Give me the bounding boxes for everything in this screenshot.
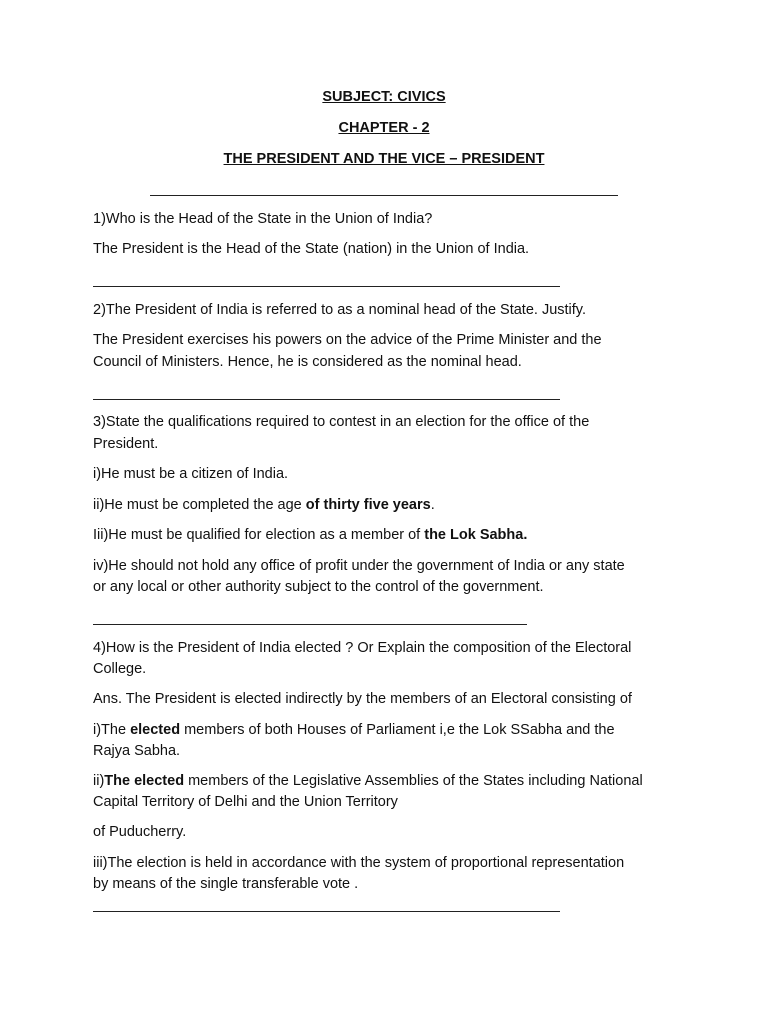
item-text: members of the Legislative Assemblies of the States including National	[184, 773, 643, 789]
answer-1: The President is the Head of the State (nation) in the Union of India.	[93, 241, 530, 257]
divider-line	[93, 399, 560, 400]
divider-line	[150, 195, 618, 196]
item-bold-text: the Lok Sabha.	[424, 527, 528, 543]
answer-4-intro: Ans. The President is elected indirectly by the members of an Electoral consisting of	[93, 691, 632, 707]
question-4-line-2: College.	[93, 661, 147, 677]
item-text: i)The	[93, 722, 131, 738]
qualification-item-1: i)He must be a citizen of India.	[93, 466, 289, 482]
item-text: ii)	[93, 773, 105, 789]
qualification-item-2	[93, 495, 683, 517]
question-1: 1)Who is the Head of the State in the Union of India?	[93, 211, 433, 227]
divider-line	[93, 286, 560, 287]
subject-heading: SUBJECT: CIVICS	[322, 89, 446, 105]
item-text: members of both Houses of Parliament i,e the Lok SSabha and the	[180, 722, 615, 738]
question-3-line-2: President.	[93, 436, 159, 452]
answer-2-line-1: The President exercises his powers on the advice of the Prime Minister and the	[93, 332, 602, 348]
item-bold-text: elected	[130, 722, 181, 738]
question-4-line-1: 4)How is the President of India elected ? Or Explain the composition of the Electoral	[93, 640, 632, 656]
question-2: 2)The President of India is referred to as a nominal head of the State. Justify.	[93, 302, 586, 318]
chapter-heading: CHAPTER - 2	[338, 120, 430, 136]
qualification-item-4-line-2: or any local or other authority subject to the control of the government.	[93, 579, 544, 595]
page-title: THE PRESIDENT AND THE VICE – PRESIDENT	[223, 151, 545, 167]
electoral-item-2-line-3: of Puducherry.	[93, 824, 187, 840]
electoral-item-1-line-2: Rajya Sabha.	[93, 743, 181, 759]
item-text: Iii)He must be qualified for election as a member of	[93, 527, 425, 543]
divider-line	[93, 624, 527, 625]
electoral-item-3-line-2: by means of the single transferable vote .	[93, 876, 359, 892]
item-bold-text: The elected	[104, 773, 185, 789]
electoral-item-2-line-2: Capital Territory of Delhi and the Union Territory	[93, 794, 398, 810]
electoral-item-2-line-1	[93, 771, 683, 793]
electoral-item-3-line-1: iii)The election is held in accordance with the system of proportional representation	[93, 855, 625, 871]
question-3-line-1: 3)State the qualifications required to contest in an election for the office of the	[93, 414, 590, 430]
item-bold-text: of thirty five years	[305, 497, 431, 513]
answer-2-line-2: Council of Ministers. Hence, he is considered as the nominal head.	[93, 354, 522, 370]
electoral-item-1-line-1	[93, 720, 683, 742]
divider-line	[93, 911, 560, 912]
item-text: ii)He must be completed the age	[93, 497, 306, 513]
qualification-item-3	[93, 525, 683, 547]
qualification-item-4-line-1: iv)He should not hold any office of profit under the government of India or any state	[93, 558, 625, 574]
item-text: .	[430, 497, 435, 513]
